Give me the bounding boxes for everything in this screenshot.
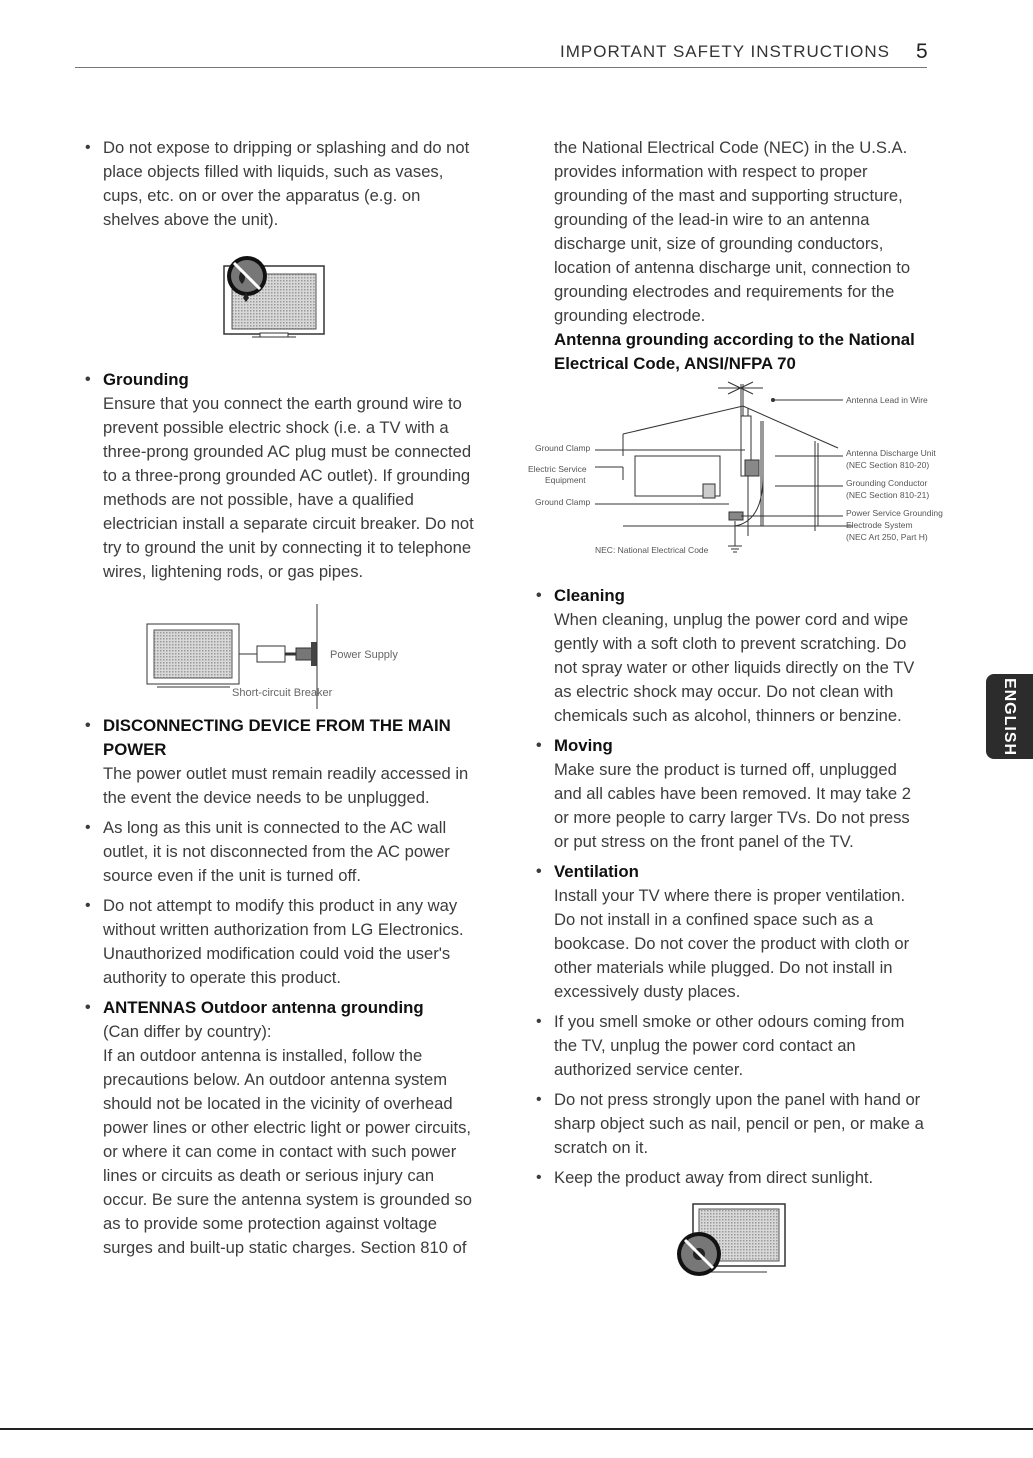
label-electrode-section: (NEC Art 250, Part H) — [846, 532, 928, 542]
bullet-modify: • Do not attempt to modify this product in any way without written authorization from LG Electronics. Unauthorized modification could void the user's authority to operate this product. — [82, 894, 477, 990]
heading-cleaning: • Cleaning — [533, 584, 928, 608]
footer-rule — [0, 1428, 1033, 1430]
grounding-body: Ensure that you connect the earth ground wire to prevent possible electric shock (i.e. a TV with a three-prong grounded AC plug must be connected to a three-prong grounded AC outlet). If grounding methods are not possible, have a qualified electrician install a separate circuit breaker. Do not try to ground the unit by connecting it to telephone wires, lightening rods, or gas pipes. — [103, 394, 474, 581]
bullet-sunlight: • Keep the product away from direct sunlight. — [533, 1166, 928, 1190]
figure-no-liquids — [82, 232, 477, 368]
no-liquids-illustration — [82, 232, 477, 368]
power-supply-illustration — [82, 584, 477, 714]
figure-power-supply — [82, 584, 477, 714]
moving-body: Make sure the product is turned off, unplugged and all cables have been removed. It may take 2 or more people to carry larger TVs. Do not press or put stress on the front panel of the TV. — [554, 760, 911, 851]
label-nec-note: NEC: National Electrical Code — [595, 545, 709, 555]
page-header-title: IMPORTANT SAFETY INSTRUCTIONS — [560, 42, 890, 61]
bullet-smoke: • If you smell smoke or other odours coming from the TV, unplug the power cord contact an authorized service center. — [533, 1010, 928, 1082]
left-column — [82, 136, 477, 1260]
label-antenna-lead-in: Antenna Lead in Wire — [846, 395, 928, 405]
figure-no-sunlight — [533, 1198, 928, 1284]
ventilation-body: Install your TV where there is proper ventilation. Do not install in a confined space such as a bookcase. Do not cover the product with cloth or other materials while plugged. Do not install in excessively dusty places. — [554, 886, 910, 1001]
label-power-service: Power Service Grounding — [846, 508, 943, 518]
language-tab — [986, 674, 1033, 759]
label-discharge-section: (NEC Section 810-20) — [846, 460, 930, 470]
label-discharge-unit: Antenna Discharge Unit — [846, 448, 936, 458]
label-equipment: Equipment — [545, 475, 586, 485]
bullet-press: • Do not press strongly upon the panel with hand or sharp object such as nail, pencil or pen, or make a scratch on it. — [533, 1088, 928, 1160]
page-number: 5 — [916, 40, 928, 63]
language-tab-label: ENGLISH — [1001, 677, 1019, 756]
antenna-grounding-caption: Antenna grounding according to the National Electrical Code, ANSI/NFPA 70 — [554, 330, 915, 373]
heading-moving: • Moving — [533, 734, 928, 758]
label-electric-service: Electric Service — [528, 464, 587, 474]
label-electrode-system: Electrode System — [846, 520, 913, 530]
heading-antennas: • ANTENNAS Outdoor antenna grounding — [82, 996, 477, 1020]
antenna-grounding-diagram — [528, 376, 943, 584]
disconnect-body: The power outlet must remain readily accessed in the event the device needs to be unplugged. — [103, 764, 469, 807]
label-grounding-conductor: Grounding Conductor — [846, 478, 928, 488]
power-supply-label: Power Supply — [330, 649, 398, 661]
header-divider — [75, 67, 927, 68]
heading-grounding: • Grounding — [82, 368, 477, 392]
right-column — [528, 136, 943, 1284]
label-ground-clamp-top: Ground Clamp — [535, 443, 591, 453]
bullet-dripping: • Do not expose to dripping or splashing and do not place objects filled with liquids, such as vases, cups, etc. on or over the apparatus (e.g. on shelves above the unit). — [82, 136, 477, 232]
bullet-ac-outlet: • As long as this unit is connected to the AC wall outlet, it is not disconnected from the AC power source even if the unit is turned off. — [82, 816, 477, 888]
breaker-label: Short-circuit Breaker — [232, 687, 333, 699]
heading-ventilation: • Ventilation — [533, 860, 928, 884]
antennas-body: (Can differ by country): If an outdoor antenna is installed, follow the precautions below. An outdoor antenna system should not be located in the vicinity of overhead power lines or other electric light or power circuits, or where it can come in contact with such power lines or circuits as death or serious injury can occur. Be sure the antenna system is grounded so as to provide some protection against voltage surges and built-up static charges. Section 810 of — [103, 1022, 472, 1257]
nec-continued: the National Electrical Code (NEC) in the U.S.A. provides information with respect to proper grounding of the mast and supporting structure, grounding of the lead-in wire to an antenna discharge unit, size of grounding conductors, location of antenna discharge unit, connection to grounding electrodes and requirements for the grounding electrode. — [554, 138, 911, 325]
label-ground-clamp-bottom: Ground Clamp — [535, 497, 591, 507]
no-sunlight-illustration — [533, 1198, 928, 1284]
heading-disconnecting: • DISCONNECTING DEVICE FROM THE MAIN POWER — [82, 714, 477, 762]
antenna-diagram-svg — [523, 376, 943, 584]
label-conductor-section: (NEC Section 810-21) — [846, 490, 930, 500]
cleaning-body: When cleaning, unplug the power cord and wipe gently with a soft cloth to prevent scratching. Do not spray water or other liquids directly on the TV as electric shock may occur. Do not clean with chemicals such as alcohol, thinners or benzine. — [554, 610, 915, 725]
